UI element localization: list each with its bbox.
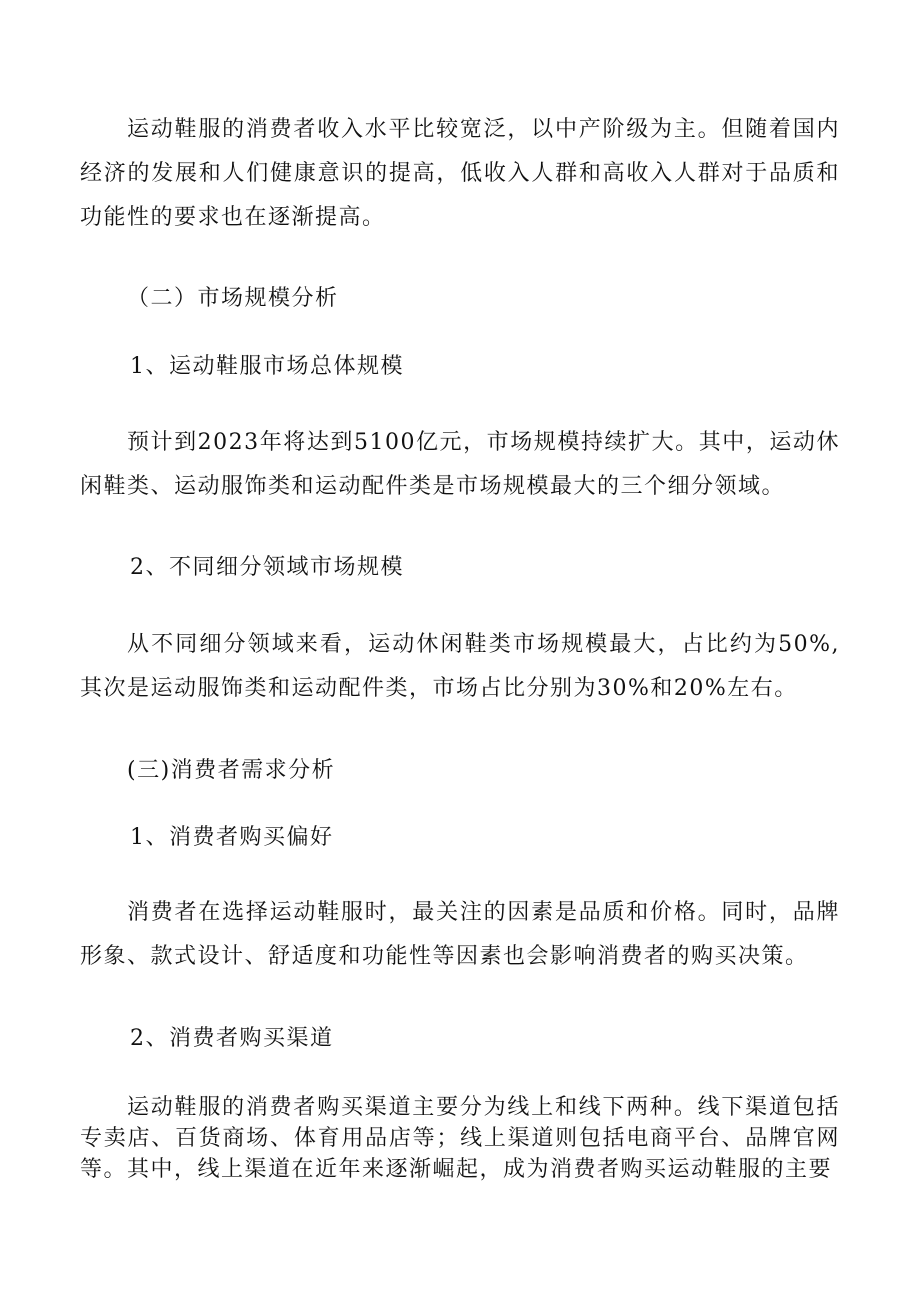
paragraph-overall-market-size: 预计到2023年将达到5100亿元，市场规模持续扩大。其中，运动休闲鞋类、运动服饰类和运动配件类是市场规模最大的三个细分领域。 xyxy=(80,430,840,499)
paragraph-purchase-preference: 消费者在选择运动鞋服时，最关注的因素是品质和价格。同时，品牌形象、款式设计、舒适度和功能性等因素也会影响消费者的购买决策。 xyxy=(80,900,840,969)
subheading-purchase-preference: 1、消费者购买偏好 xyxy=(130,825,334,850)
subheading-overall-market-size: 1、运动鞋服市场总体规模 xyxy=(130,354,404,379)
paragraph-purchase-channel: 运动鞋服的消费者购买渠道主要分为线上和线下两种。线下渠道包括专卖店、百货商场、体育用品店等；线上渠道则包括电商平台、品牌官网等。其中，线上渠道在近年来逐渐崛起，成为消费者购买运动鞋服的主要 xyxy=(80,1095,840,1182)
section-heading-market-size: （二）市场规模分析 xyxy=(127,286,339,311)
subheading-purchase-channel: 2、消费者购买渠道 xyxy=(130,1026,334,1051)
subheading-segment-market-size: 2、不同细分领域市场规模 xyxy=(130,555,404,580)
paragraph-consumer-income: 运动鞋服的消费者收入水平比较宽泛，以中产阶级为主。但随着国内经济的发展和人们健康意识的提高，低收入人群和高收入人群对于品质和功能性的要求也在逐渐提高。 xyxy=(80,117,840,230)
section-heading-consumer-demand: (三)消费者需求分析 xyxy=(127,758,336,783)
paragraph-segment-market-size: 从不同细分领域来看，运动休闲鞋类市场规模最大，占比约为50%,其次是运动服饰类和运动配件类，市场占比分别为30%和20%左右。 xyxy=(80,632,840,701)
